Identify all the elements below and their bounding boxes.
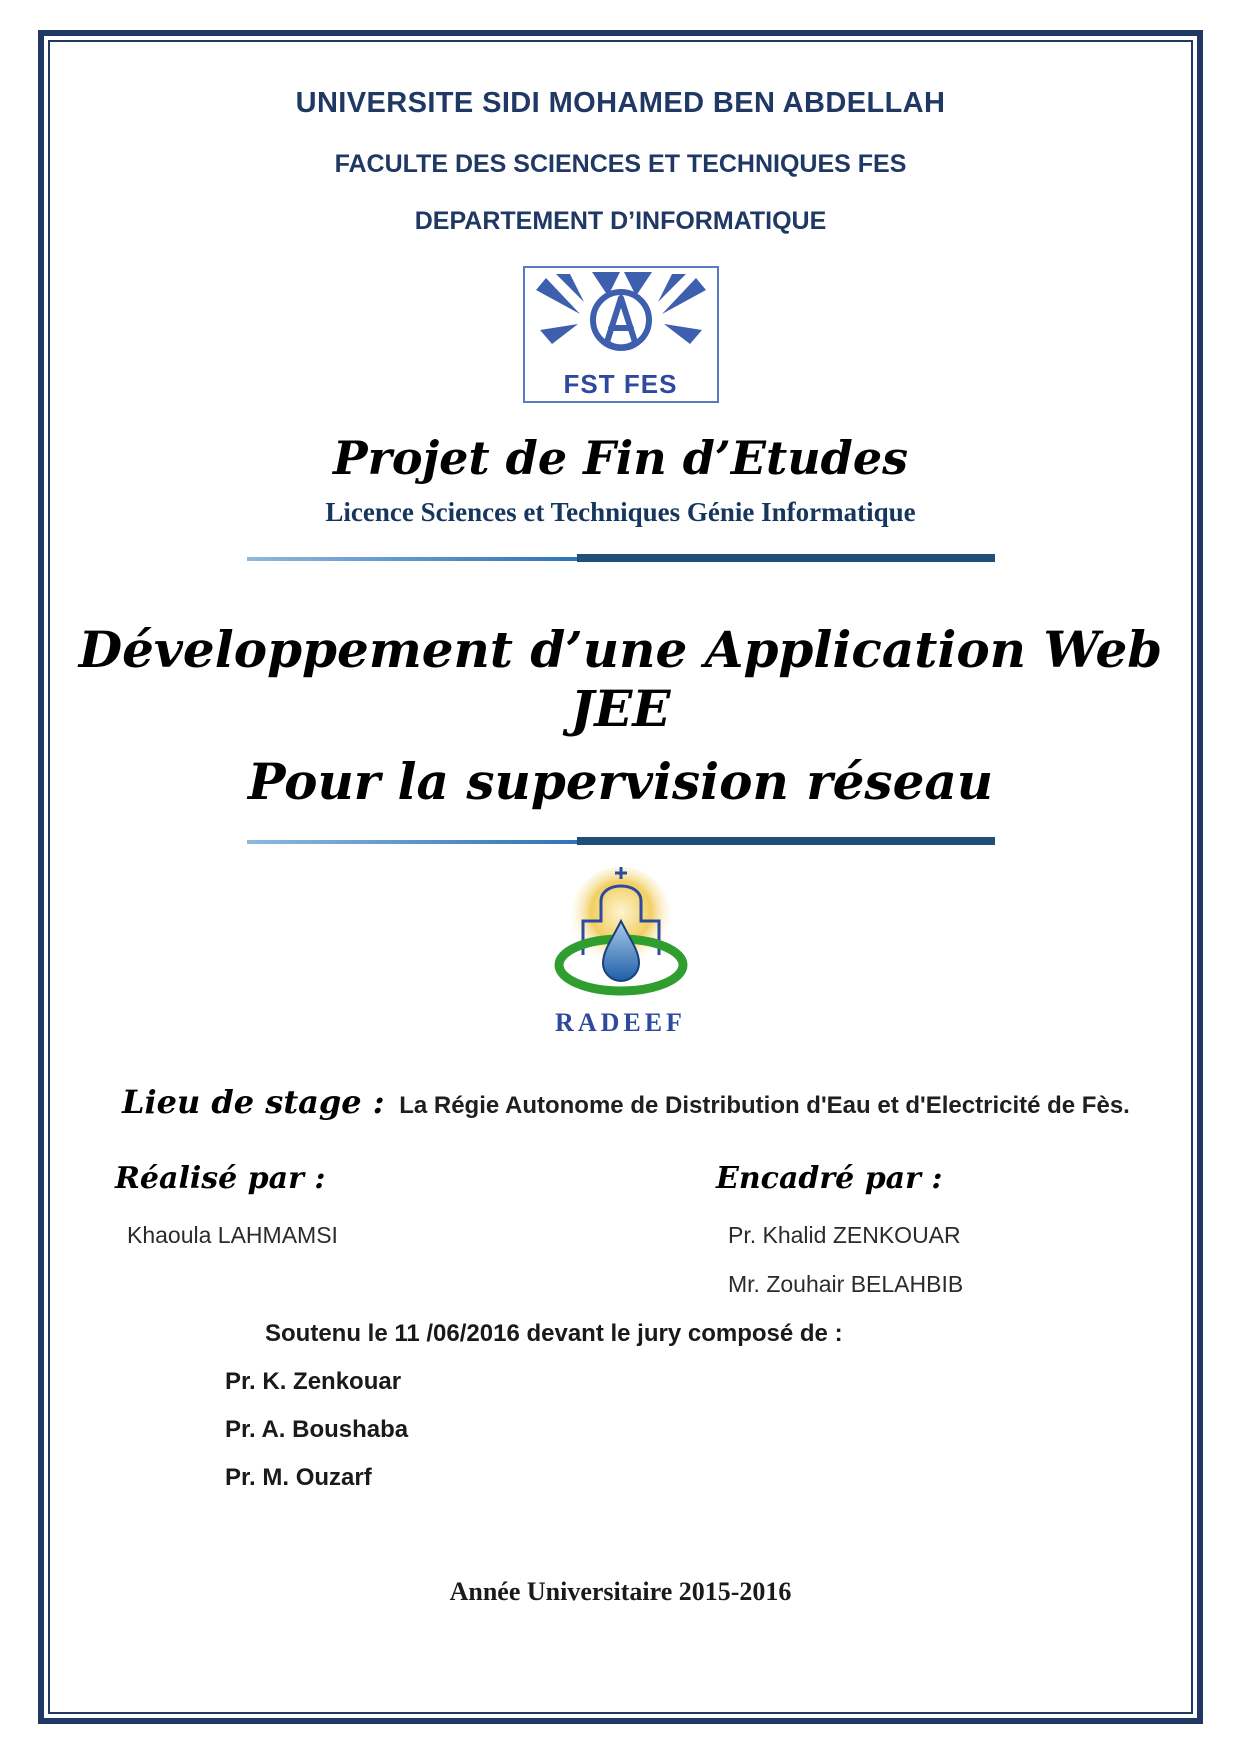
fst-logo bbox=[523, 266, 719, 403]
cover-page bbox=[48, 40, 1193, 1714]
fst-logo-label: FST FES bbox=[563, 369, 678, 399]
internship-location-line bbox=[50, 1083, 1191, 1121]
department-name: DEPARTEMENT D’INFORMATIQUE bbox=[414, 207, 827, 235]
author-column bbox=[115, 1161, 716, 1298]
divider-light-segment bbox=[247, 557, 577, 561]
author-name: Khaoula LAHMAMSI bbox=[127, 1222, 338, 1248]
supervisor-column bbox=[716, 1161, 1136, 1298]
divider-top bbox=[247, 554, 995, 562]
divider-dark-segment bbox=[577, 554, 995, 562]
radeef-logo bbox=[521, 859, 721, 1038]
credits-section bbox=[50, 1161, 1191, 1298]
academic-year: Année Universitaire 2015-2016 bbox=[449, 1577, 792, 1606]
jury-member: Pr. A. Boushaba bbox=[225, 1416, 409, 1443]
supervisor-label: Encadré par : bbox=[716, 1161, 943, 1196]
divider-dark-segment bbox=[577, 837, 995, 845]
divider-light-segment bbox=[247, 840, 577, 844]
divider-bottom bbox=[247, 837, 995, 845]
jury-member: Pr. K. Zenkouar bbox=[225, 1368, 402, 1395]
supervisor-name: Mr. Zouhair BELAHBIB bbox=[728, 1271, 964, 1297]
faculty-name: FACULTE DES SCIENCES ET TECHNIQUES FES bbox=[334, 150, 907, 178]
degree-title: Licence Sciences et Techniques Génie Informatique bbox=[325, 497, 916, 527]
project-type-title: Projet de Fin d’Etudes bbox=[333, 431, 908, 485]
supervisor-name: Pr. Khalid ZENKOUAR bbox=[728, 1222, 961, 1248]
radeef-logo-label: RADEEF bbox=[555, 1008, 686, 1037]
jury-member: Pr. M. Ouzarf bbox=[225, 1464, 372, 1491]
page-border bbox=[38, 30, 1203, 1724]
university-name: UNIVERSITE SIDI MOHAMED BEN ABDELLAH bbox=[295, 87, 946, 119]
defense-intro: Soutenu le 11 /06/2016 devant le jury composé de : bbox=[265, 1320, 843, 1347]
author-label: Réalisé par : bbox=[115, 1161, 326, 1196]
report-title-line2: Pour la supervision réseau bbox=[247, 752, 994, 811]
fst-emblem-icon bbox=[526, 351, 716, 368]
internship-location-value: La Régie Autonome de Distribution d'Eau et d'Electricité de Fès. bbox=[399, 1092, 1130, 1119]
internship-location-label: Lieu de stage : bbox=[122, 1083, 385, 1121]
report-title-line1: Développement d’une Application Web JEE bbox=[78, 620, 1163, 738]
